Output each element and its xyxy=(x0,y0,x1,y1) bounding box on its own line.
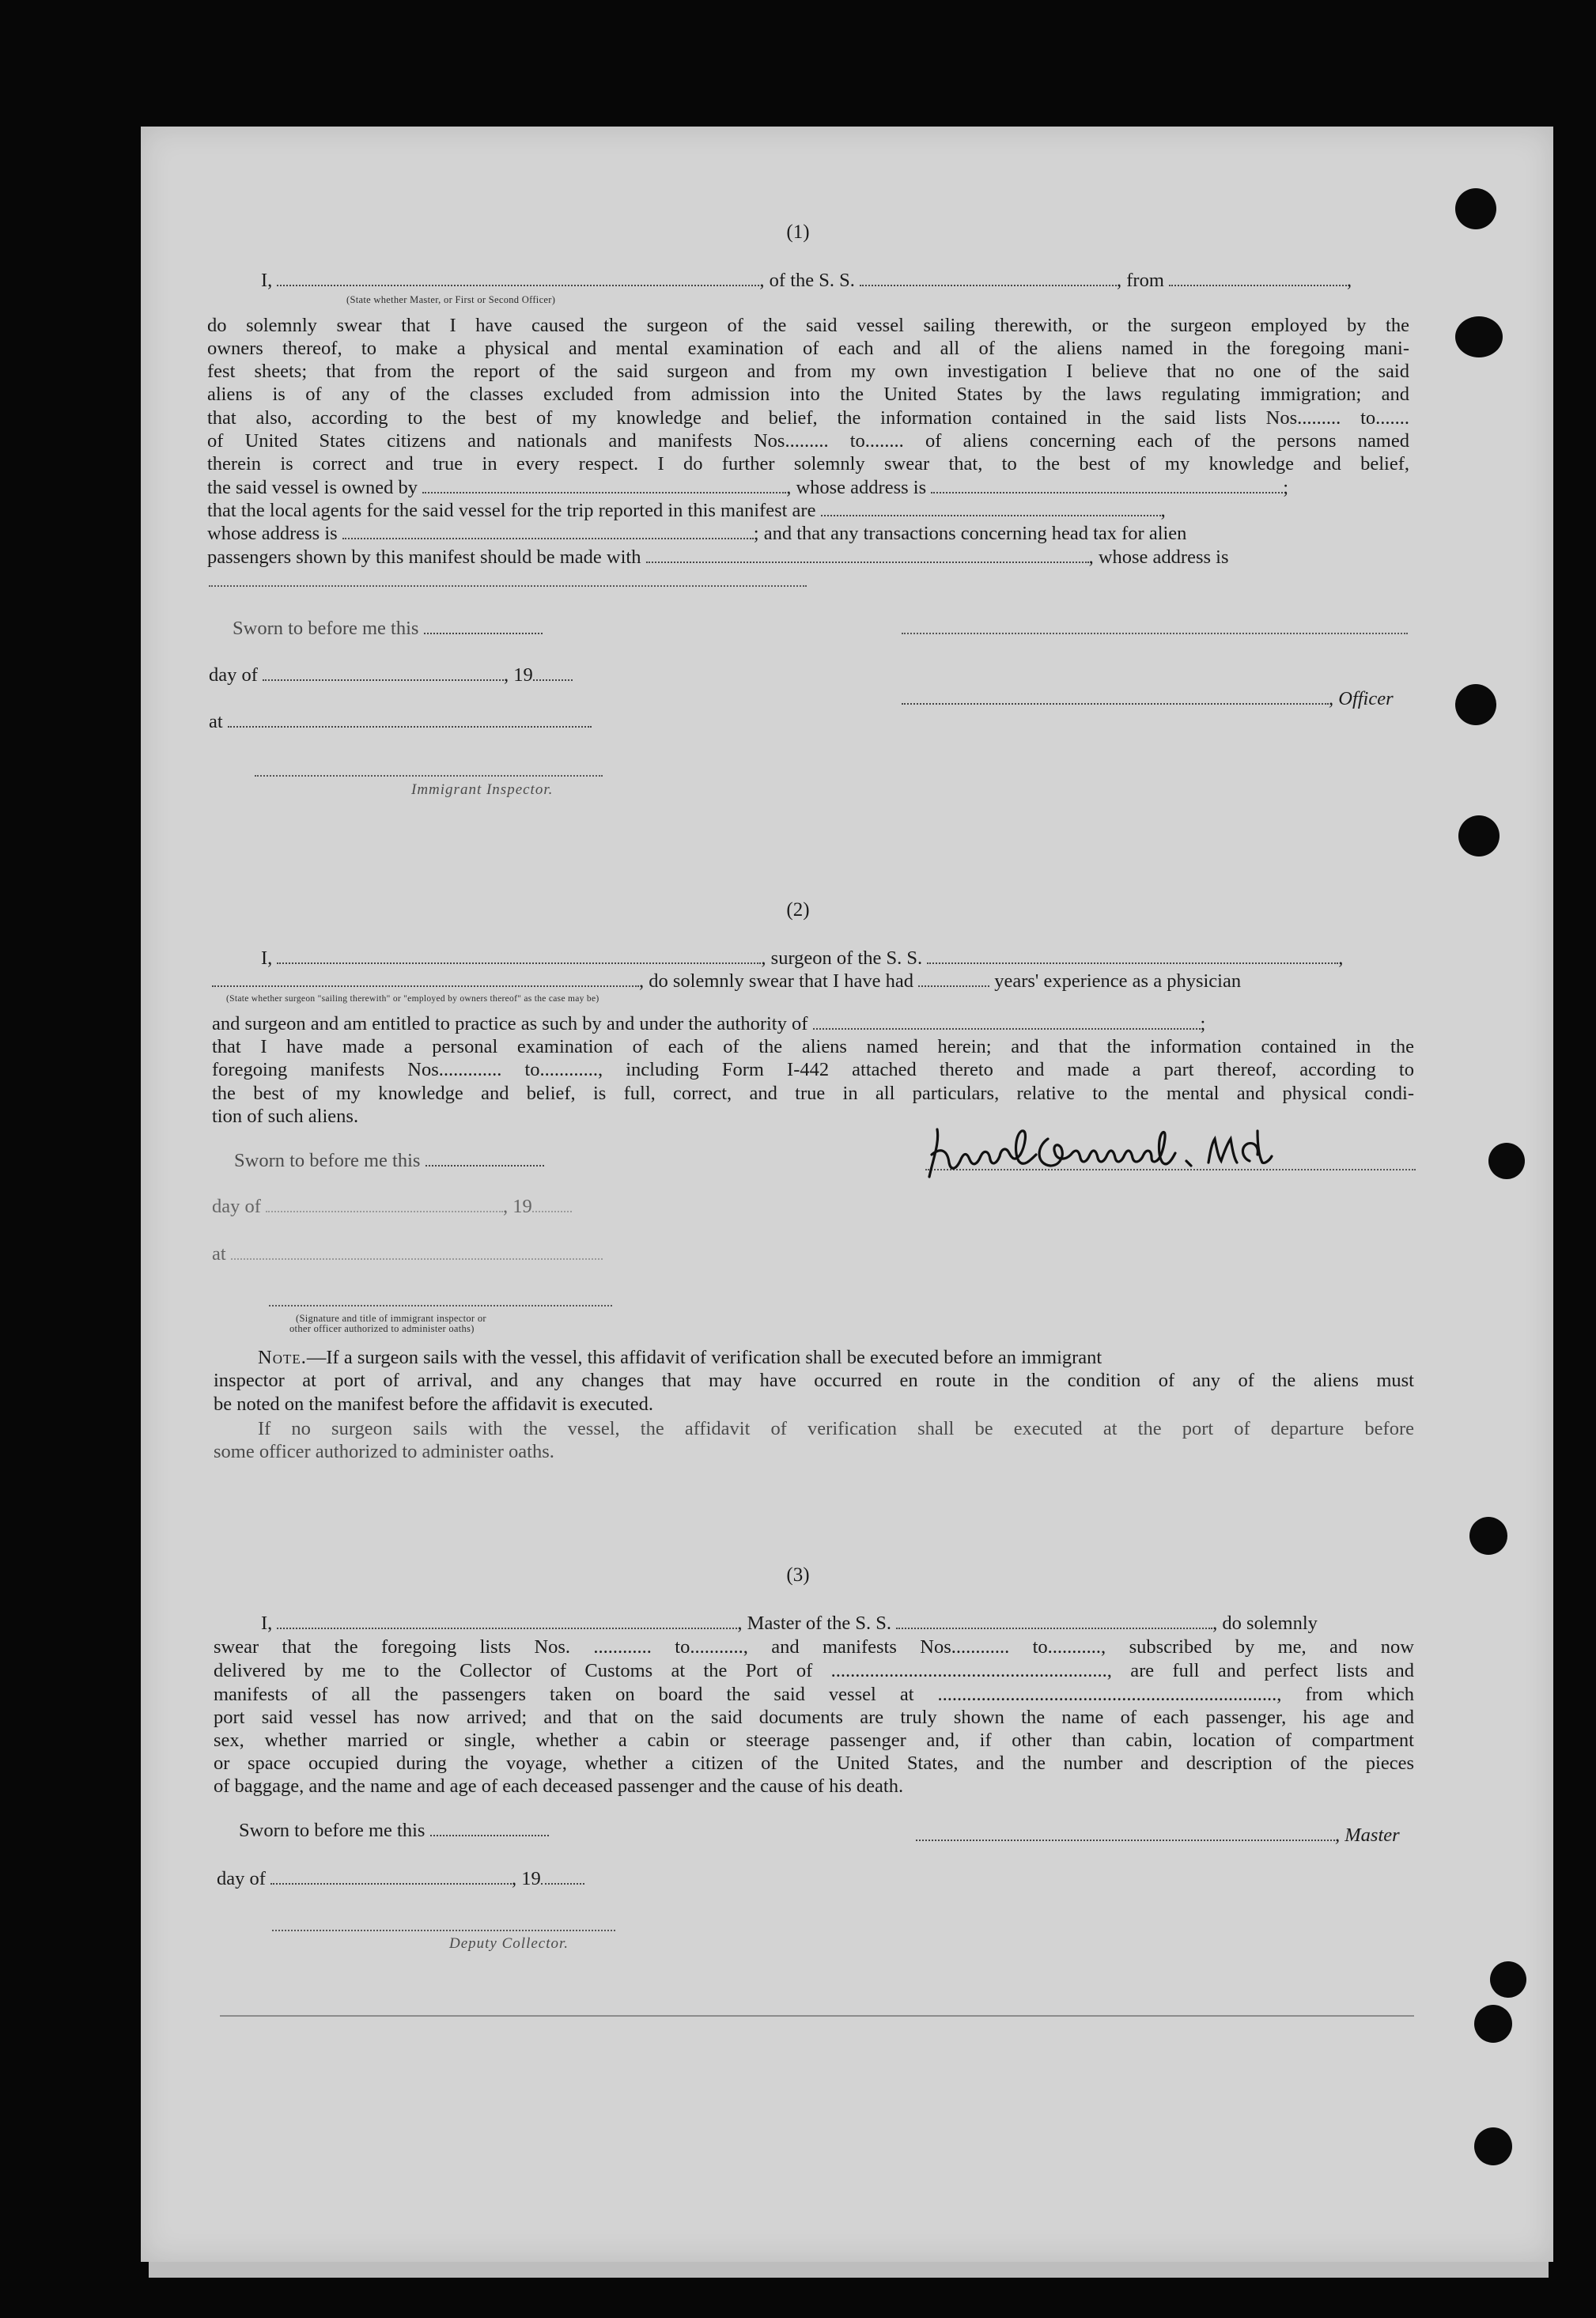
master-text-line: swear that the foregoing lists Nos. ............ to..........., and manifests Nos............ to..........., subscribed by me, and now xyxy=(214,1636,1414,1658)
head-tax-agent-field[interactable] xyxy=(646,546,1089,563)
note-line: some officer authorized to administer oaths. xyxy=(214,1441,554,1462)
owner-field[interactable] xyxy=(422,476,786,493)
owner-line: the said vessel is owned by , whose address is ; xyxy=(207,477,1289,498)
day-of-field[interactable] xyxy=(266,1195,503,1212)
day-of-line: day of , 19 xyxy=(212,1195,572,1218)
master-text-line: sex, whether married or single, whether a cabin or steerage passenger and, if other than cabin, location of compartment xyxy=(214,1730,1414,1751)
day-of-line: day of , 19 xyxy=(209,664,573,686)
deputy-caption: Deputy Collector. xyxy=(449,1935,569,1952)
officer-line: I, , of the S. S. , from , xyxy=(261,270,1352,291)
vessel-name-field[interactable] xyxy=(927,947,1338,964)
note-label: Note. xyxy=(258,1347,307,1368)
inspector-caption: Immigrant Inspector. xyxy=(411,781,554,798)
at-line: at xyxy=(209,710,592,733)
local-agents-field[interactable] xyxy=(821,499,1161,516)
section-number: (3) xyxy=(786,1564,810,1586)
page-bottom-strip xyxy=(149,2262,1549,2278)
officer-caption: (State whether Master, or First or Second Officer) xyxy=(346,294,556,305)
head-tax-line: passengers shown by this manifest should be made with , whose address is xyxy=(207,546,1229,568)
binder-hole xyxy=(1469,1517,1507,1555)
sworn-date-field[interactable] xyxy=(430,1819,549,1836)
officer-signature-field[interactable] xyxy=(902,633,1408,634)
agents-address-field[interactable] xyxy=(342,522,754,539)
day-of-line: day of , 19 xyxy=(217,1867,584,1890)
oath-text-line: aliens is of any of the classes excluded from admission into the United States by the laws regulating immigration; and xyxy=(207,384,1409,405)
surgeon-name-field[interactable] xyxy=(277,947,761,964)
master-text-line: delivered by me to the Collector of Customs at the Port of ........................................................., are full and perfect lists and xyxy=(214,1660,1414,1681)
officer-name-field[interactable] xyxy=(277,269,759,286)
master-signature-line: , Master xyxy=(916,1824,1400,1847)
deputy-signature-field[interactable] xyxy=(272,1930,615,1931)
master-signature-field[interactable] xyxy=(916,1824,1335,1841)
oath-text-line: therein is correct and true in every respect. I do further solemnly swear that, to the best of my knowledge and belief, xyxy=(207,453,1409,475)
head-tax-address-field[interactable] xyxy=(209,585,807,587)
at-place-field[interactable] xyxy=(231,1242,603,1260)
note-line: be noted on the manifest before the affidavit is executed. xyxy=(214,1393,654,1415)
note-line: Note.—If a surgeon sails with the vessel, this affidavit of verification shall be executed before an immigrant xyxy=(258,1347,1102,1368)
inspector-signature-field[interactable] xyxy=(269,1305,612,1306)
binder-hole xyxy=(1455,684,1496,725)
surgeon-text-line: tion of such aliens. xyxy=(212,1106,359,1127)
sworn-line: Sworn to before me this xyxy=(234,1149,544,1172)
oath-text-line: that also, according to the best of my knowledge and belief, the information contained in the said lists Nos......... to....... xyxy=(207,407,1409,429)
oath-text-line: owners thereof, to make a physical and mental examination of each and all of the aliens named in the foregoing mani- xyxy=(207,338,1409,359)
binder-hole xyxy=(1474,2127,1512,2165)
at-place-field[interactable] xyxy=(228,710,592,728)
vessel-name-field[interactable] xyxy=(896,1612,1212,1629)
from-port-field[interactable] xyxy=(1169,269,1347,286)
officer-title-field[interactable] xyxy=(902,687,1329,705)
surgeon-text-line: the best of my knowledge and belief, is full, correct, and true in all particulars, relative to the mental and physical condi- xyxy=(212,1083,1414,1104)
master-text-line: port said vessel has now arrived; and that on the said documents are truly shown the name of each passenger, his age and xyxy=(214,1707,1414,1728)
signature-caption: (Signature and title of immigrant inspector or xyxy=(296,1313,486,1324)
day-of-field[interactable] xyxy=(263,664,504,681)
section-number: (2) xyxy=(786,899,810,921)
master-name-field[interactable] xyxy=(277,1612,737,1629)
bottom-rule xyxy=(220,2015,1414,2017)
year-field[interactable] xyxy=(533,664,573,681)
surgeon-caption: (State whether surgeon "sailing therewith" or "employed by owners thereof" as the case may be) xyxy=(226,994,599,1004)
authority-line: and surgeon and am entitled to practice as such by and under the authority of ; xyxy=(212,1013,1206,1034)
signature-caption: other officer authorized to administer oaths) xyxy=(289,1323,475,1334)
inspector-signature-field[interactable] xyxy=(255,775,603,777)
vessel-name-field[interactable] xyxy=(860,269,1117,286)
agents-address-line: whose address is ; and that any transactions concerning head tax for alien xyxy=(207,523,1187,544)
binder-hole xyxy=(1488,1143,1525,1179)
surgeon-status-field[interactable] xyxy=(212,970,639,987)
note-line: inspector at port of arrival, and any changes that may have occurred en route in the condition of any of the aliens must xyxy=(214,1370,1414,1391)
sworn-line: Sworn to before me this xyxy=(239,1819,549,1842)
surgeon-text-line: foregoing manifests Nos............. to............, including Form I-442 attached thereto and made a part thereof, according to xyxy=(212,1059,1414,1080)
authority-field[interactable] xyxy=(813,1012,1201,1030)
handwritten-signature xyxy=(917,1115,1360,1186)
surgeon-line: I, , surgeon of the S. S. , xyxy=(261,947,1344,969)
binder-hole xyxy=(1490,1961,1526,1998)
master-text-line: or space occupied during the voyage, whether a citizen of the United States, and the number and description of the pieces xyxy=(214,1753,1414,1774)
years-field[interactable] xyxy=(918,970,989,987)
binder-hole xyxy=(1455,316,1503,357)
sworn-line: Sworn to before me this xyxy=(233,617,543,640)
master-text-line: manifests of all the passengers taken on board the said vessel at ......................................................................, from which xyxy=(214,1684,1414,1705)
year-field[interactable] xyxy=(541,1867,584,1885)
day-of-field[interactable] xyxy=(270,1867,512,1885)
oath-text-line: do solemnly swear that I have caused the surgeon of the said vessel sailing therewith, or the surgeon employed by the xyxy=(207,315,1409,336)
sworn-date-field[interactable] xyxy=(425,1149,544,1167)
sworn-date-field[interactable] xyxy=(424,617,543,634)
master-line: I, , Master of the S. S. , do solemnly xyxy=(261,1613,1318,1634)
oath-text-line: fest sheets; that from the report of the said surgeon and from my own investigation I believe that no one of the said xyxy=(207,361,1409,382)
officer-title-line: , Officer xyxy=(902,687,1394,710)
binder-hole xyxy=(1458,815,1500,856)
experience-line: , do solemnly swear that I have had years' experience as a physician xyxy=(212,970,1241,993)
year-field[interactable] xyxy=(532,1195,572,1212)
binder-hole xyxy=(1474,2005,1512,2043)
master-text-line: of baggage, and the name and age of each deceased passenger and the cause of his death. xyxy=(214,1775,904,1797)
at-line: at xyxy=(212,1242,603,1265)
agents-line: that the local agents for the said vessel for the trip reported in this manifest are , xyxy=(207,500,1166,521)
note-line: If no surgeon sails with the vessel, the affidavit of verification shall be executed at the port of departure before xyxy=(258,1418,1414,1439)
surgeon-text-line: that I have made a personal examination of each of the aliens named herein; and that the information contained in the xyxy=(212,1036,1414,1057)
section-number: (1) xyxy=(786,221,810,243)
owner-address-field[interactable] xyxy=(931,476,1283,493)
oath-text-line: of United States citizens and nationals and manifests Nos......... to........ of aliens concerning each of the persons named xyxy=(207,430,1409,452)
